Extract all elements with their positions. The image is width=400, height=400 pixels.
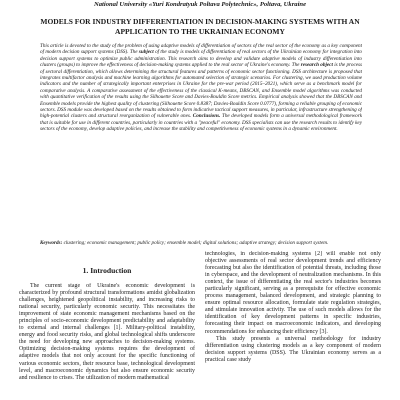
abstract-text-1: This article is devoted to the study of the problem of using adaptive models of differentiation of sectors of the real sector of the economy as a key component of modern decision support systems (DSS). The xyxy=(40,43,362,56)
abstract xyxy=(40,43,362,231)
keywords-text: clustering; economic management; public policy; ensemble model; digital solutions; adaptive strategy; decision support system. xyxy=(63,240,329,246)
abstract-text-2: of the study is models of differentiation of real sectors of the Ukrainian economy for integration into decision support systems to optimize public administration. This research aims to develop and validate adaptive models of industry differentiation into clusters (groups) to improve the effectiveness of decision-making systems applied to the real sector of Ukraine's economy. The xyxy=(40,49,362,69)
keywords-label: Keywords: xyxy=(40,240,63,246)
abstract-text-4: The developed models form a universal methodological framework that is suitable for use in different countries, particularly in countries with a "peaceful" economy. DSS specialists can use the research results to identify key sectors of the economy, develop adaptive policies, and increase the stability and competitiveness of economic systems in a dynamic environment. xyxy=(40,113,362,133)
abstract-object-label: research object xyxy=(300,62,333,69)
abstract-conclusions-label: Conclusions. xyxy=(192,113,221,120)
keywords xyxy=(40,240,362,246)
section-heading-introduction: 1. Introduction xyxy=(82,266,132,275)
intro-paragraph: This study presents a universal methodology for industry differentiation using clustering models as a key component of modern decision support systems (DSS). The Ukrainian economy serves as a practical case study xyxy=(205,335,381,363)
paper-title: MODELS FOR INDUSTRY DIFFERENTIATION IN DECISION-MAKING SYSTEMS WITH AN APPLICATION TO THE UKRAINIAN ECONOMY xyxy=(40,17,360,36)
abstract-text-3: is the process of sectoral differentiation, which allows determining the structural features and patterns of economic sector functioning. DSS architecture is proposed that integrates multifactor analysis and machine learning algorithms for automated selection of strategic scenarios. For clustering, we used production volume indicators and the number of strategically important enterprises in Ukraine for the pre-war period (2015–2021), which serve as a benchmark model for comparative analysis. A comparative assessment of the effectiveness of the classical K-means, DBSCAN, and Ensemble model algorithms was conducted with quantitative verification of the results using the Silhouette Score and Davies-Bouldin Score metrics. Empirical analysis showed that the DBSCAN and Ensemble models provide the highest quality of clustering (Silhouette Score 0.8387; Davies-Bouldin Score 0.0777), forming a reliable grouping of economic sectors. DSS module was developed based on the results obtained to form indicative tactical support measures, in particular, infrastructure strengthening of high-potential clusters and structural reorganization of vulnerable ones. xyxy=(40,62,362,120)
intro-column-left xyxy=(19,283,195,400)
intro-paragraph: technologies, in decision-making systems [2] will enable not only objective assessments of real sector development trends and efficiency forecasting but also the identification of potential threats, including those in cyberspace, and the development of neutralization mechanisms. In this context, the issue of differentiating the real sector's industries becomes particularly significant, serving as a prerequisite for effective economic process management, balanced development, and strategic planning to ensure optimal resource allocation, formulate state regulation strategies, and stimulate innovation activity. The use of such models allows for the identification of key development patterns in specific industries, forecasting their impact on macroeconomic indicators, and developing recommendations for enhancing their efficiency [3]. xyxy=(205,251,381,335)
intro-column-right xyxy=(205,251,381,400)
intro-paragraph: The current stage of Ukraine's economic development is characterized by profound structural transformations amidst globalization challenges, heightened geopolitical instability, and increasing risks to national security, particularly economic security. This necessitates the improvement of state economic management mechanisms based on the principles of socio-economic development predictability and adaptability to external and internal challenges [1]. Military-political instability, energy and food security risks, and global technological shifts underscore the need for developing new approaches to decision-making systems. Optimizing decision-making systems requires the development of adaptive models that not only account for the specific functioning of various economic sectors, their resource base, technological development level, and macroeconomic dynamics but also ensure economic security and resilience to crises. The utilization of modern mathematical xyxy=(19,283,195,381)
abstract-subject-label: subject xyxy=(138,49,154,56)
author-affiliation: National University «Yuri Kondratyuk Poltava Polytechnic», Poltava, Ukraine xyxy=(93,1,307,8)
